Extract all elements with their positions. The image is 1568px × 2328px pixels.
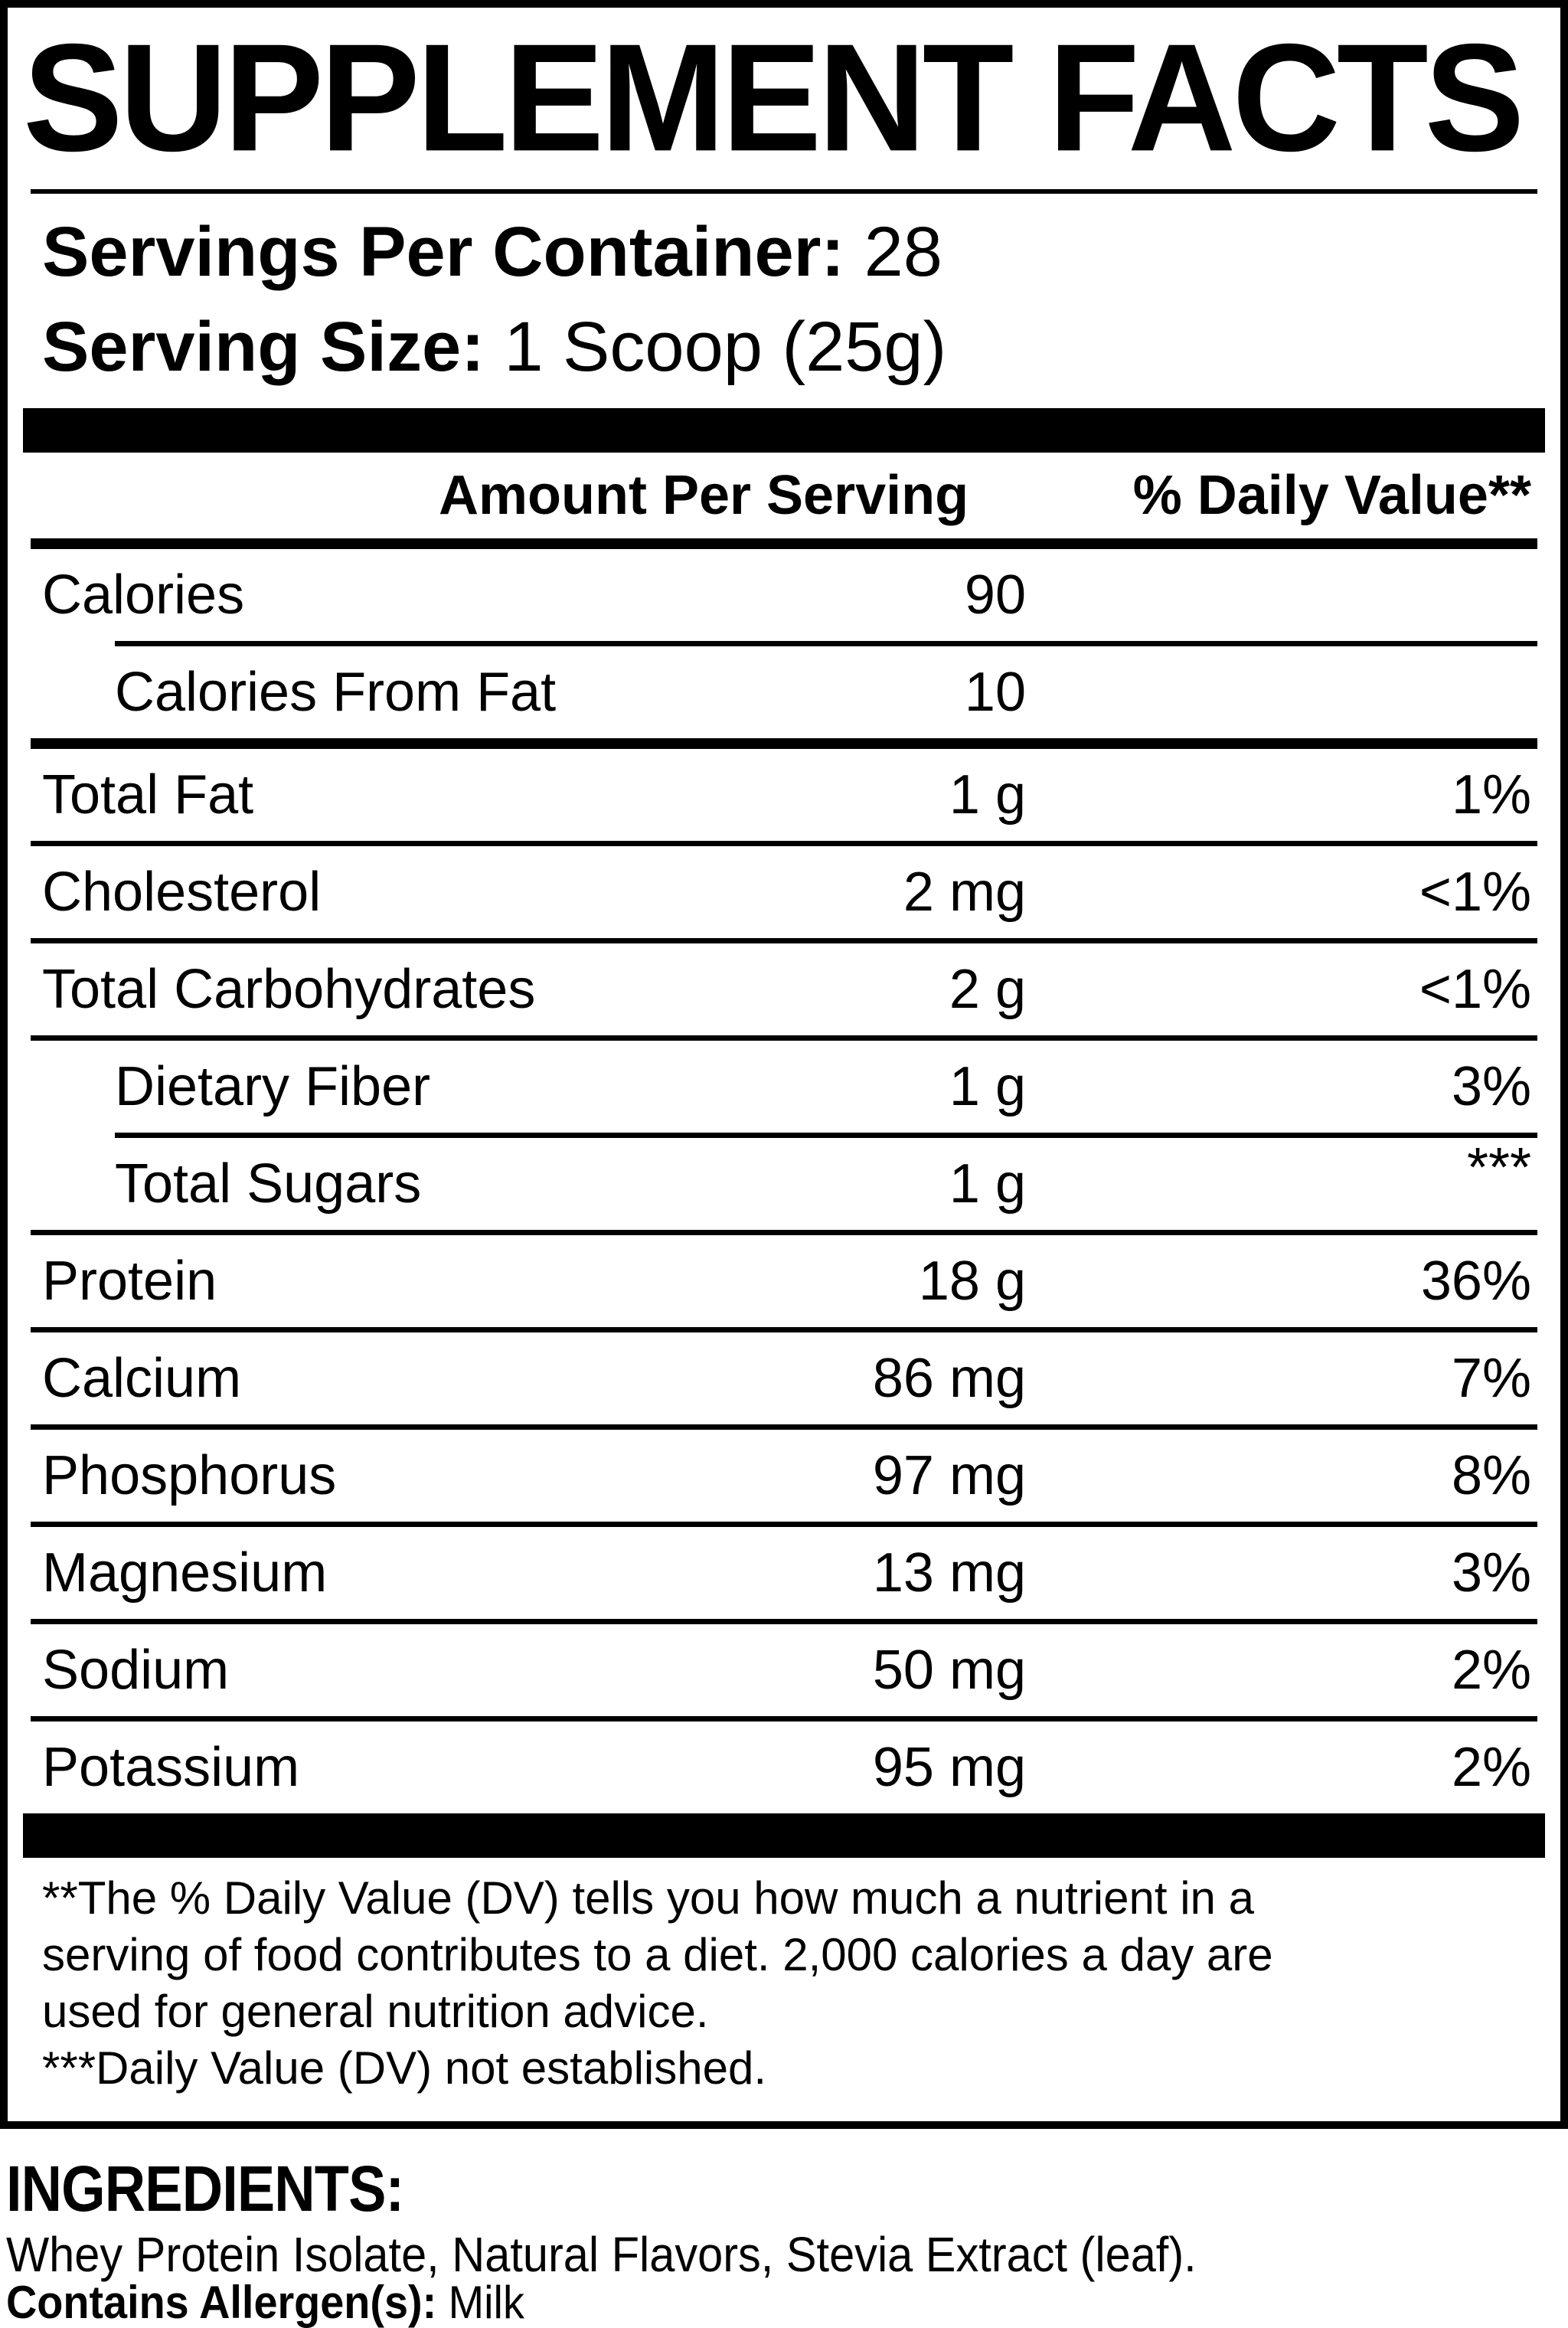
allergen-line [6, 2277, 1452, 2328]
ingredients-list: Whey Protein Isolate, Natural Flavors, Stevia Extract (leaf). [6, 2227, 1197, 2282]
nutrient-row [8, 1527, 1560, 1619]
nutrient-amount: 90 [964, 564, 1026, 626]
amount-per-serving-header: Amount Per Serving [439, 465, 969, 526]
row-divider [31, 1424, 1537, 1430]
serving-size-label: Serving Size: [42, 308, 485, 386]
serving-size-line [8, 310, 1560, 384]
nutrient-amount: 10 [964, 662, 1026, 723]
row-divider [31, 1035, 1537, 1041]
row-divider [115, 641, 1537, 646]
nutrient-daily-value: 3% [1451, 1542, 1531, 1604]
nutrient-row [8, 749, 1560, 841]
nutrient-amount: 2 mg [903, 862, 1026, 923]
nutrient-label: Total Fat [42, 764, 254, 826]
row-divider [31, 1522, 1537, 1527]
nutrient-label: Protein [42, 1251, 217, 1312]
footnote-block [8, 1870, 1560, 2097]
daily-value-header: % Daily Value** [1132, 465, 1531, 526]
nutrient-label: Magnesium [42, 1542, 328, 1604]
nutrient-row [8, 1332, 1560, 1424]
row-divider [31, 1230, 1537, 1235]
row-divider [31, 1327, 1537, 1332]
nutrient-label: Total Carbohydrates [42, 959, 536, 1020]
allergen-value: Milk [448, 2277, 524, 2328]
nutrient-amount: 1 g [949, 1056, 1026, 1117]
nutrient-amount: 18 g [918, 1251, 1026, 1312]
nutrient-daily-value: 7% [1451, 1348, 1531, 1409]
footnote-line: serving of food contributes to a diet. 2,000 calories a day are [42, 1929, 1273, 1980]
row-divider [31, 1619, 1537, 1624]
servings-per-container-label: Servings Per Container: [42, 213, 845, 291]
nutrient-amount: 97 mg [872, 1445, 1026, 1506]
row-divider [115, 1133, 1537, 1138]
nutrient-row [8, 1041, 1560, 1133]
row-divider [31, 1716, 1537, 1721]
nutrient-label: Phosphorus [42, 1445, 337, 1506]
nutrient-label: Total Sugars [115, 1153, 422, 1215]
nutrient-daily-value: 8% [1451, 1445, 1531, 1506]
row-divider [31, 938, 1537, 943]
nutrient-daily-value: <1% [1419, 959, 1531, 1020]
nutrient-row [8, 1721, 1560, 1813]
row-divider [31, 841, 1537, 846]
facts-rows [8, 549, 1560, 1813]
nutrient-daily-value: *** [1466, 1137, 1531, 1198]
nutrient-label: Dietary Fiber [115, 1056, 431, 1117]
nutrient-amount: 95 mg [872, 1737, 1026, 1798]
nutrient-row [8, 549, 1560, 641]
footnote-line: ***Daily Value (DV) not established. [42, 2042, 767, 2094]
footnote-line: used for general nutrition advice. [42, 1986, 709, 2037]
nutrient-daily-value: 2% [1451, 1737, 1531, 1798]
nutrient-label: Calories From Fat [115, 662, 557, 723]
nutrient-amount: 13 mg [872, 1542, 1026, 1604]
nutrient-amount: 86 mg [872, 1348, 1026, 1409]
nutrient-row [8, 846, 1560, 938]
nutrient-amount: 1 g [949, 764, 1026, 826]
nutrient-row [8, 1138, 1560, 1230]
nutrient-row [8, 1624, 1560, 1716]
nutrient-daily-value: 2% [1451, 1640, 1531, 1701]
allergen-label: Contains Allergen(s): [6, 2277, 437, 2328]
nutrient-label: Calories [42, 564, 245, 626]
nutrient-amount: 2 g [949, 959, 1026, 1020]
page-title: SUPPLEMENT FACTS [23, 11, 1521, 184]
nutrient-row [8, 646, 1560, 738]
nutrient-label: Sodium [42, 1640, 230, 1701]
table-column-header [8, 453, 1560, 538]
section-bar-bottom [23, 1813, 1545, 1858]
servings-per-container-value: 28 [864, 213, 942, 291]
nutrient-label: Cholesterol [42, 862, 322, 923]
nutrient-daily-value: 36% [1420, 1251, 1531, 1312]
nutrient-amount: 50 mg [872, 1640, 1026, 1701]
nutrient-daily-value: 3% [1451, 1056, 1531, 1117]
ingredients-title: INGREDIENTS: [6, 2153, 404, 2225]
nutrient-daily-value: <1% [1419, 862, 1531, 923]
nutrient-label: Calcium [42, 1348, 242, 1409]
header-divider [31, 538, 1537, 549]
nutrient-daily-value: 1% [1451, 764, 1531, 826]
nutrient-amount: 1 g [949, 1153, 1026, 1215]
title-divider [31, 189, 1537, 194]
section-bar-top [23, 408, 1545, 453]
servings-per-container-line [8, 215, 1560, 289]
nutrient-row [8, 943, 1560, 1035]
row-divider [31, 738, 1537, 749]
nutrient-row [8, 1235, 1560, 1327]
serving-size-value: 1 Scoop (25g) [504, 308, 947, 386]
footnote-line: **The % Daily Value (DV) tells you how much a nutrient in a [42, 1872, 1254, 1924]
nutrient-row [8, 1430, 1560, 1522]
nutrient-label: Potassium [42, 1737, 300, 1798]
ingredients-section [0, 2129, 1568, 2328]
